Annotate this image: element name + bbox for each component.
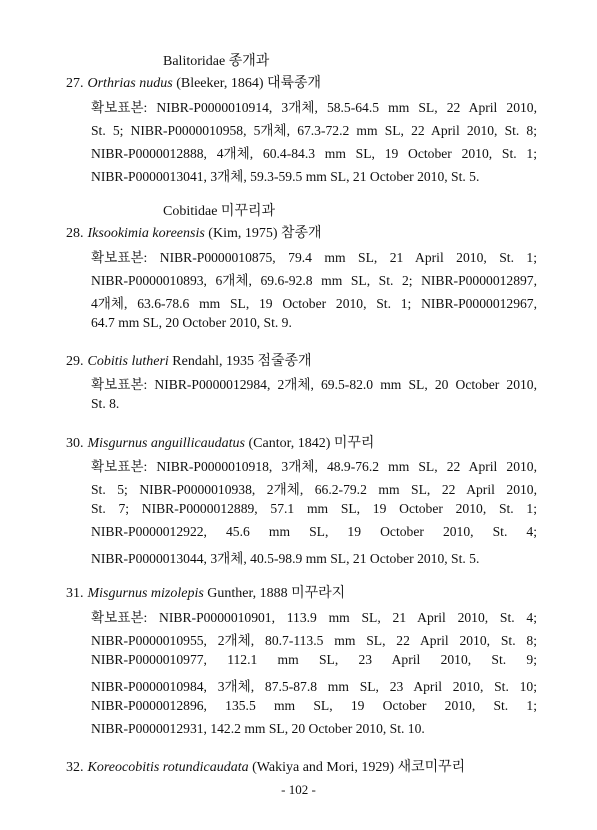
family-heading: Cobitidae 미꾸리과 bbox=[163, 204, 276, 219]
species-heading bbox=[66, 72, 321, 92]
species-number: 27. bbox=[66, 76, 84, 91]
specimen-line: NIBR-P0000013041, 3개체, 59.3-59.5 mm SL, 21 October 2010, St. 5. bbox=[91, 169, 480, 184]
species-number: 28. bbox=[66, 226, 84, 241]
species-number: 29. bbox=[66, 354, 84, 369]
specimen-line: St. 8. bbox=[91, 396, 120, 411]
specimen-line: 4개체, 63.6-78.6 mm SL, 19 October 2010, St. 1; NIBR-P0000012967, bbox=[91, 296, 537, 311]
species-heading bbox=[66, 350, 312, 370]
specimen-line: NIBR-P0000010984, 3개체, 87.5-87.8 mm SL, 23 April 2010, St. 10; bbox=[91, 679, 537, 694]
specimen-line: St. 7; NIBR-P0000012889, 57.1 mm SL, 19 October 2010, St. 1; bbox=[91, 501, 537, 516]
specimen-line: NIBR-P0000012922, 45.6 mm SL, 19 October 2010, St. 4; bbox=[91, 524, 537, 539]
species-heading bbox=[66, 756, 465, 776]
species-author: (Bleeker, 1864) 대륙종개 bbox=[172, 76, 322, 91]
specimen-line: 확보표본: NIBR-P0000010901, 113.9 mm SL, 21 April 2010, St. 4; bbox=[91, 610, 537, 625]
specimen-line: NIBR-P0000010893, 6개체, 69.6-92.8 mm SL, St. 2; NIBR-P0000012897, bbox=[91, 273, 537, 288]
scientific-name: Misgurnus anguillicaudatus bbox=[87, 436, 246, 451]
species-heading bbox=[66, 222, 322, 242]
scientific-name: Koreocobitis rotundicaudata bbox=[87, 760, 249, 775]
species-number: 31. bbox=[66, 586, 84, 601]
species-author: (Cantor, 1842) 미꾸리 bbox=[245, 436, 375, 451]
page-number: - 102 - bbox=[281, 782, 316, 797]
species-author: (Wakiya and Mori, 1929) 새코미꾸리 bbox=[248, 760, 466, 775]
specimen-line: NIBR-P0000012931, 142.2 mm SL, 20 October 2010, St. 10. bbox=[91, 721, 425, 736]
specimen-line: St. 5; NIBR-P0000010958, 5개체, 67.3-72.2 mm SL, 22 April 2010, St. 8; bbox=[91, 123, 537, 138]
species-heading bbox=[66, 582, 345, 602]
specimen-line: 확보표본: NIBR-P0000012984, 2개체, 69.5-82.0 mm SL, 20 October 2010, bbox=[91, 377, 537, 392]
specimen-line: NIBR-P0000012896, 135.5 mm SL, 19 October 2010, St. 1; bbox=[91, 698, 537, 713]
specimen-line: 64.7 mm SL, 20 October 2010, St. 9. bbox=[91, 315, 292, 330]
scientific-name: Misgurnus mizolepis bbox=[87, 586, 204, 601]
species-number: 32. bbox=[66, 760, 84, 775]
specimen-line: 확보표본: NIBR-P0000010918, 3개체, 48.9-76.2 mm SL, 22 April 2010, bbox=[91, 459, 537, 474]
specimen-line: NIBR-P0000010955, 2개체, 80.7-113.5 mm SL, 22 April 2010, St. 8; bbox=[91, 633, 537, 648]
specimen-line: St. 5; NIBR-P0000010938, 2개체, 66.2-79.2 mm SL, 22 April 2010, bbox=[91, 482, 537, 497]
specimen-line: NIBR-P0000013044, 3개체, 40.5-98.9 mm SL, 21 October 2010, St. 5. bbox=[91, 551, 480, 566]
species-heading bbox=[66, 432, 374, 452]
scientific-name: Iksookimia koreensis bbox=[87, 226, 205, 241]
specimen-line: 확보표본: NIBR-P0000010875, 79.4 mm SL, 21 April 2010, St. 1; bbox=[91, 250, 537, 265]
species-author: Rendahl, 1935 점줄종개 bbox=[168, 354, 312, 369]
species-author: (Kim, 1975) 참종개 bbox=[204, 226, 322, 241]
specimen-line: NIBR-P0000010977, 112.1 mm SL, 23 April 2010, St. 9; bbox=[91, 652, 537, 667]
scientific-name: Cobitis lutheri bbox=[87, 354, 169, 369]
species-number: 30. bbox=[66, 436, 84, 451]
family-heading: Balitoridae 종개과 bbox=[163, 54, 270, 69]
scientific-name: Orthrias nudus bbox=[87, 76, 173, 91]
specimen-line: NIBR-P0000012888, 4개체, 60.4-84.3 mm SL, 19 October 2010, St. 1; bbox=[91, 146, 537, 161]
species-author: Gunther, 1888 미꾸라지 bbox=[203, 586, 346, 601]
specimen-line: 확보표본: NIBR-P0000010914, 3개체, 58.5-64.5 mm SL, 22 April 2010, bbox=[91, 100, 537, 115]
